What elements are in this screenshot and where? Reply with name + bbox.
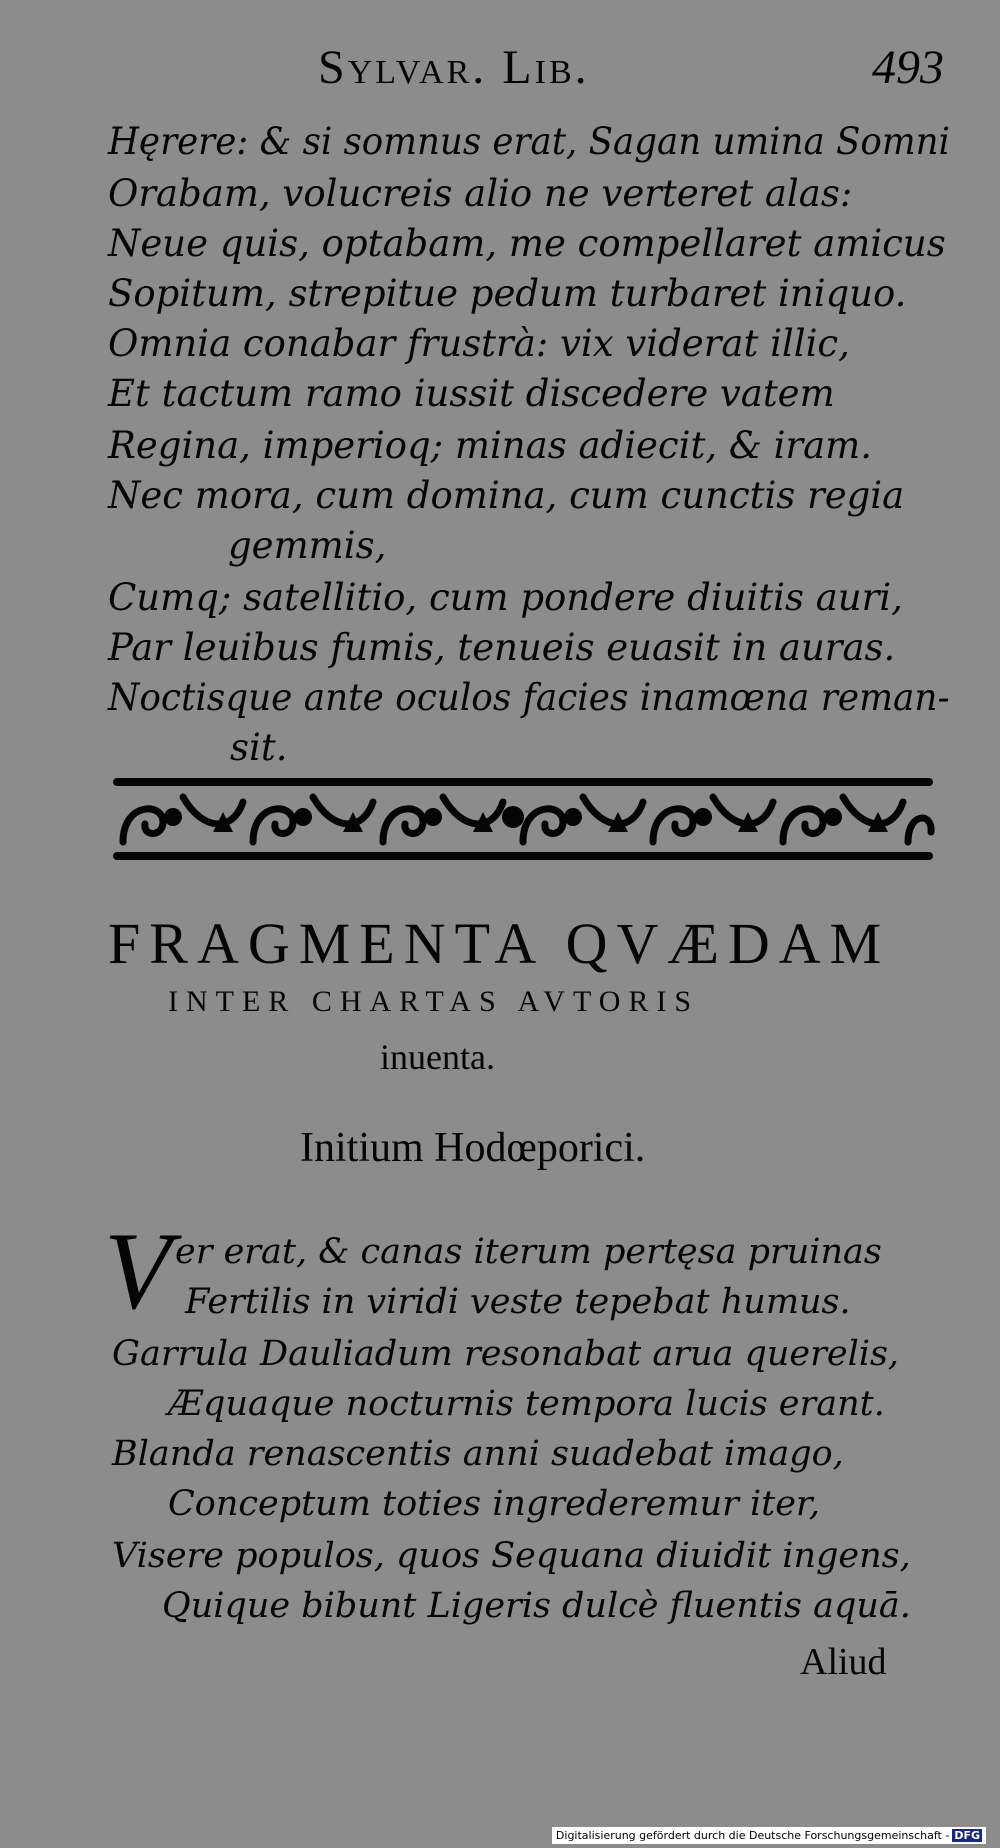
section-heading-tail: inuenta. [380,1037,495,1077]
section-subheading: INTER CHARTAS AVTORIS [168,985,700,1018]
verse-line: Neue quis, optabam, me compellaret amicus [108,222,946,265]
section-heading: FRAGMENTA QVÆDAM [108,911,891,976]
drop-cap-initial: V [104,1210,172,1332]
catchword: Aliud [800,1641,887,1683]
poem-line: Visere populos, quos Sequana diuidit ingens, [112,1536,911,1576]
verse-line: gemmis, [228,524,387,567]
poem-line: Conceptum toties ingrederemur iter, [168,1484,820,1524]
verse-line: Regina, imperioq; minas adiecit, & iram. [108,424,872,467]
digitization-credit [552,1827,986,1844]
verse-line: Par leuibus fumis, tenueis euasit in auras. [108,626,896,669]
poem-line: Æquaque nocturnis tempora lucis erant. [168,1384,885,1424]
verse-line: sit. [230,726,288,769]
verse-line: Hęrere: & si somnus erat, Sagan umina Somni [108,120,950,163]
poem-line: er erat, & canas iterum pertęsa pruinas [175,1232,882,1272]
page-number: 493 [872,41,944,94]
dfg-logo: DFG [954,1829,980,1842]
poem-line: Fertilis in viridi veste tepebat humus. [185,1282,851,1322]
running-title: Sylvar. Lib. [318,41,590,94]
poem-line: Blanda renascentis anni suadebat imago, [112,1434,844,1474]
poem-title: Initium Hodœporici. [300,1125,646,1171]
verse-line: Nec mora, cum domina, cum cunctis regia [108,474,905,517]
page-header [0,40,1000,100]
verse-line: Et tactum ramo iussit discedere vatem [108,372,835,415]
digitization-credit-text: Digitalisierung gefördert durch die Deutsche Forschungsgemeinschaft - [555,1829,950,1842]
ornamental-band [103,772,943,866]
verse-line: Noctisque ante oculos facies inamœna reman- [108,676,950,719]
poem-line: Garrula Dauliadum resonabat arua querelis, [112,1334,900,1374]
verse-line: Cumq; satellitio, cum pondere diuitis auri, [108,576,903,619]
verse-line: Omnia conabar frustrà: vix viderat illic, [108,322,850,365]
verse-line: Sopitum, strepitue pedum turbaret iniquo. [108,272,907,315]
poem-line: Quique bibunt Ligeris dulcè fluentis aquā. [162,1586,911,1626]
verse-line: Orabam, volucreis alio ne verteret alas: [108,172,853,215]
